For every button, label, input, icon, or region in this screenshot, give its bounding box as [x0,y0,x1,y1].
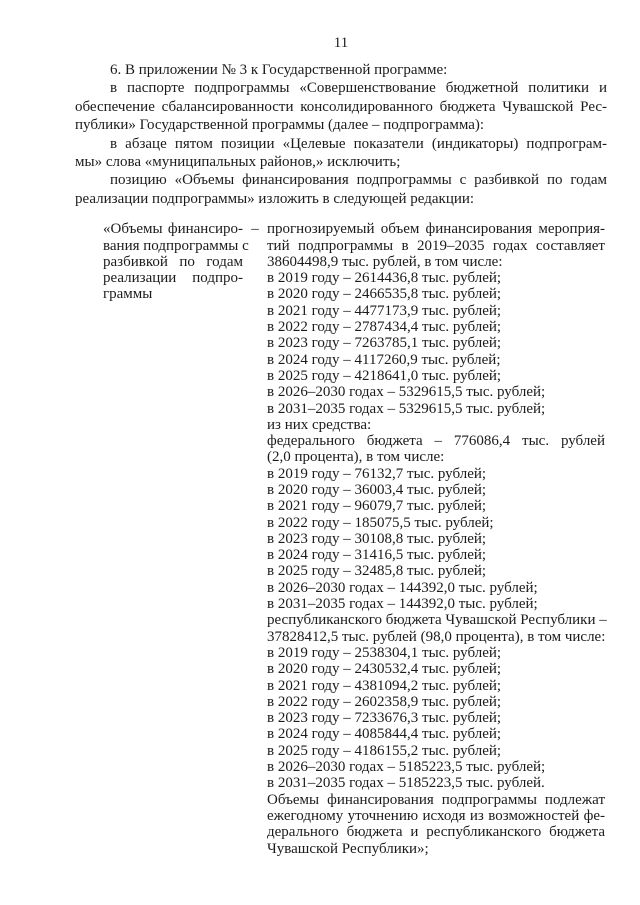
text-line: в 2022 году – 185075,5 тыс. рублей; [267,514,494,531]
text-line: в 2025 году – 4218641,0 тыс. рублей; [267,367,502,384]
text-line: в 2024 году – 4117260,9 тыс. рублей; [267,351,501,368]
text-line: в 2031–2035 годах – 5329615,5 тыс. рублей; [267,400,546,417]
text-line: дерального бюджета и республиканского бюджета [267,824,605,841]
text-line: вания подпрограммы с [103,237,249,254]
text-line: обеспечение сбалансированности консолидированного бюджета Чувашской Рес- [75,98,607,115]
text-line: в 2024 году – 4085844,4 тыс. рублей; [267,726,502,743]
text-line: в 2021 году – 96079,7 тыс. рублей; [267,498,487,515]
text-line: в 2019 году – 2538304,1 тыс. рублей; [267,644,502,661]
text-line: публики» Государственной программы (далее – подпрограмма): [75,117,485,134]
text-line: в 2021 году – 4477173,9 тыс. рублей; [267,302,502,319]
text-line: граммы [103,286,153,303]
text-line: в 2026–2030 годах – 5185223,5 тыс. рублей; [267,759,546,776]
text-line: в 2025 году – 32485,8 тыс. рублей; [267,563,487,580]
text-line: в 2023 году – 30108,8 тыс. рублей; [267,530,487,547]
text-line: федерального бюджета – 776086,4 тыс. рублей [267,433,605,450]
text-line: Объемы финансирования подпрограммы подлежат [267,791,605,808]
passport-row-label [103,221,249,857]
text-line: в 2031–2035 годах – 144392,0 тыс. рублей; [267,596,538,613]
text-line: Чувашской Республики»; [267,840,429,857]
text-line: тий подпрограммы в 2019–2035 годах составляет [267,237,605,254]
text-line: ежегодному уточнению исходя из возможностей фе- [267,807,605,824]
text-line: в 2025 году – 4186155,2 тыс. рублей; [267,742,502,759]
column-separator-dash: – [251,221,259,238]
text-line: позицию «Объемы финансирования подпрограммы с разбивкой по годам [110,172,607,189]
text-line: в 2021 году – 4381094,2 тыс. рублей; [267,677,502,694]
text-line: из них средства: [267,416,372,433]
text-line: в 2023 году – 7233676,3 тыс. рублей; [267,710,502,727]
text-line: в 2031–2035 годах – 5185223,5 тыс. рублей. [267,775,545,792]
text-line: в 2020 году – 2466535,8 тыс. рублей; [267,286,502,303]
page-number: 11 [333,35,349,51]
text-line: в абзаце пятом позиции «Целевые показатели (индикаторы) подпрограм- [110,135,607,152]
text-line: в 2019 году – 2614436,8 тыс. рублей; [267,270,502,287]
text-line: в 2020 году – 36003,4 тыс. рублей; [267,482,487,498]
text-line: в 2022 году – 2602358,9 тыс. рублей; [267,693,502,710]
text-line: разбивкой по годам [103,253,243,270]
text-line: в 2026–2030 годах – 144392,0 тыс. рублей; [267,579,538,596]
text-line: республиканского бюджета Чувашской Республики – [267,612,607,629]
text-line: в 2022 году – 2787434,4 тыс. рублей; [267,319,502,336]
text-line: в 2020 году – 2430532,4 тыс. рублей; [267,661,502,678]
text-line: 37828412,5 тыс. рублей (98,0 процента), в том числе: [267,628,606,645]
text-line: в 2024 году – 31416,5 тыс. рублей; [267,547,487,564]
text-line: в 2023 году – 7263785,1 тыс. рублей; [267,335,502,352]
text-line: 38604498,9 тыс. рублей, в том числе: [267,253,503,270]
text-line: «Объемы финансиро- [103,221,243,238]
text-line: 6. В приложении № 3 к Государственной программе: [110,62,448,78]
text-line: прогнозируемый объем финансирования мероприя- [267,221,605,238]
finance-passport-row [103,221,607,857]
intro-section [75,61,607,208]
text-line: в 2019 году – 76132,7 тыс. рублей; [267,465,487,482]
text-line: реализации подпрограммы» изложить в следующей редакции: [75,190,475,207]
passport-row-value [267,221,605,857]
text-line: (2,0 процента), в том числе: [267,449,445,466]
text-line: реализации подпро- [103,270,243,287]
text-line: мы» слова «муниципальных районов,» исключить; [75,154,401,171]
text-line: в 2026–2030 годах – 5329615,5 тыс. рублей; [267,384,546,401]
text-line: в паспорте подпрограммы «Совершенствование бюджетной политики и [110,80,607,97]
